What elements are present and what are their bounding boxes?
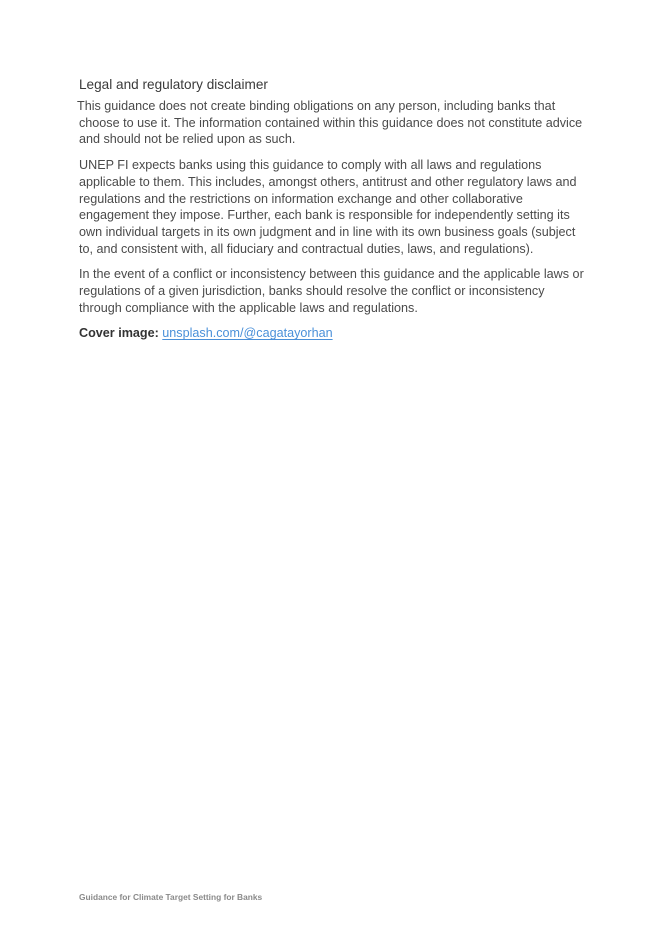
disclaimer-paragraph-1: This guidance does not create binding obligations on any person, including banks that choose to use it. The information contained within this guidance does not constitute advice and should not be relied upon as such. xyxy=(77,99,583,147)
disclaimer-heading: Legal and regulatory disclaimer xyxy=(79,77,268,92)
cover-image-label: Cover image: xyxy=(79,326,159,341)
cover-image-credit xyxy=(79,325,589,342)
disclaimer-paragraph-3: In the event of a conflict or inconsistency between this guidance and the applicable laws or regulations of a given jurisdiction, banks should resolve the conflict or inconsistency through compliance with the applicable laws and regulations. xyxy=(79,267,584,315)
footer-document-title: Guidance for Climate Target Setting for Banks xyxy=(79,892,263,902)
cover-image-link[interactable]: unsplash.com/@cagatayorhan xyxy=(162,326,333,341)
disclaimer-section xyxy=(79,76,589,342)
disclaimer-paragraph-2: UNEP FI expects banks using this guidance to comply with all laws and regulations applicable to them. This includes, amongst others, antitrust and other regulatory laws and regulations and the restrictions on information exchange and other collaborative engagement they impose. Further, each bank is responsible for independently setting its own individual targets in its own judgment and in line with its own business goals (subject to, and consistent with, all fiduciary and contractual duties, laws, and regulations). xyxy=(79,158,577,256)
